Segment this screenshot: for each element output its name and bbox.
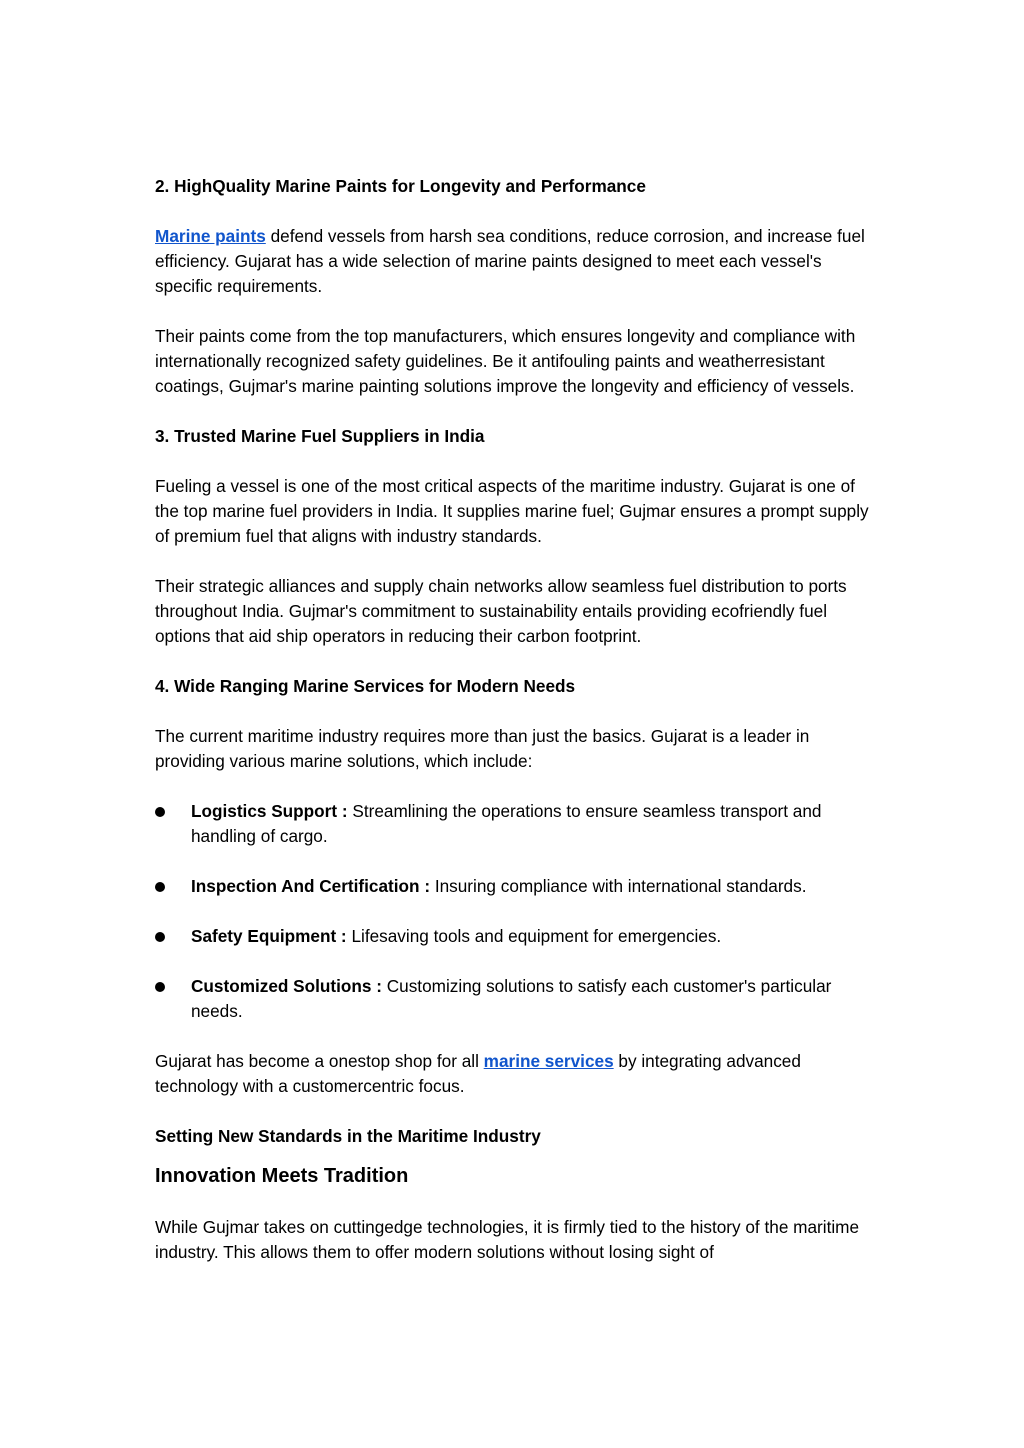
section-4-closing-before: Gujarat has become a onestop shop for all (155, 1051, 484, 1071)
section-2-heading: 2. HighQuality Marine Paints for Longevity and Performance (155, 176, 646, 196)
section-4-closing (155, 1049, 875, 1099)
list-item-text: Customizing solutions to satisfy each customer's particular needs. (191, 976, 832, 1021)
section-2-paragraph-2: Their paints come from the top manufacturers, which ensures longevity and compliance with internationally recognized safety guidelines. Be it antifouling paints and weatherresistant coatings, Gujmar's marine painting solutions improve the longevity and efficiency of vessels. (155, 326, 856, 396)
section-4-heading: 4. Wide Ranging Marine Services for Modern Needs (155, 676, 576, 696)
section-4-closing-after: by integrating advanced technology with a customercentric focus. (155, 1051, 801, 1096)
section-3-paragraph-1: Fueling a vessel is one of the most critical aspects of the maritime industry. Gujarat is one of the top marine fuel providers in India. It supplies marine fuel; Gujmar ensures a prompt supply of premium fuel that aligns with industry standards. (155, 476, 869, 546)
list-item-text: Insuring compliance with international standards. (430, 876, 807, 896)
section-3-heading: 3. Trusted Marine Fuel Suppliers in India (155, 426, 485, 446)
bullet-icon (155, 982, 165, 992)
list-item-label: Customized Solutions : (191, 976, 382, 996)
list-item (155, 874, 875, 899)
section-2-paragraph-1 (155, 224, 875, 299)
bullet-icon (155, 932, 165, 942)
bullet-icon (155, 807, 165, 817)
marine-paints-link[interactable]: Marine paints (155, 226, 266, 246)
list-item (155, 974, 875, 1024)
innovation-subheading: Innovation Meets Tradition (155, 1165, 409, 1187)
list-item-text: Streamlining the operations to ensure seamless transport and handling of cargo. (191, 801, 822, 846)
list-item (155, 924, 875, 949)
services-list (155, 799, 875, 1024)
innovation-paragraph: While Gujmar takes on cuttingedge technologies, it is firmly tied to the history of the maritime industry. This allows them to offer modern solutions without losing sight of (155, 1217, 860, 1262)
section-2-paragraph-1-text: defend vessels from harsh sea conditions, reduce corrosion, and increase fuel efficiency. Gujarat has a wide selection of marine paints designed to meet each vessel's specific requirements. (155, 226, 865, 296)
section-4-intro: The current maritime industry requires more than just the basics. Gujarat is a leader in providing various marine solutions, which include: (155, 726, 810, 771)
section-3-paragraph-2: Their strategic alliances and supply chain networks allow seamless fuel distribution to ports throughout India. Gujmar's commitment to sustainability entails providing ecofriendly fuel options that aid ship operators in reducing their carbon footprint. (155, 576, 847, 646)
list-item-text: Lifesaving tools and equipment for emergencies. (346, 926, 722, 946)
list-item-label: Inspection And Certification : (191, 876, 431, 896)
document-page (155, 174, 875, 1290)
bullet-icon (155, 882, 165, 892)
list-item-label: Safety Equipment : (191, 926, 347, 946)
list-item (155, 799, 875, 849)
standards-heading: Setting New Standards in the Maritime Industry (155, 1126, 541, 1146)
list-item-label: Logistics Support : (191, 801, 348, 821)
marine-services-link[interactable]: marine services (483, 1051, 614, 1071)
